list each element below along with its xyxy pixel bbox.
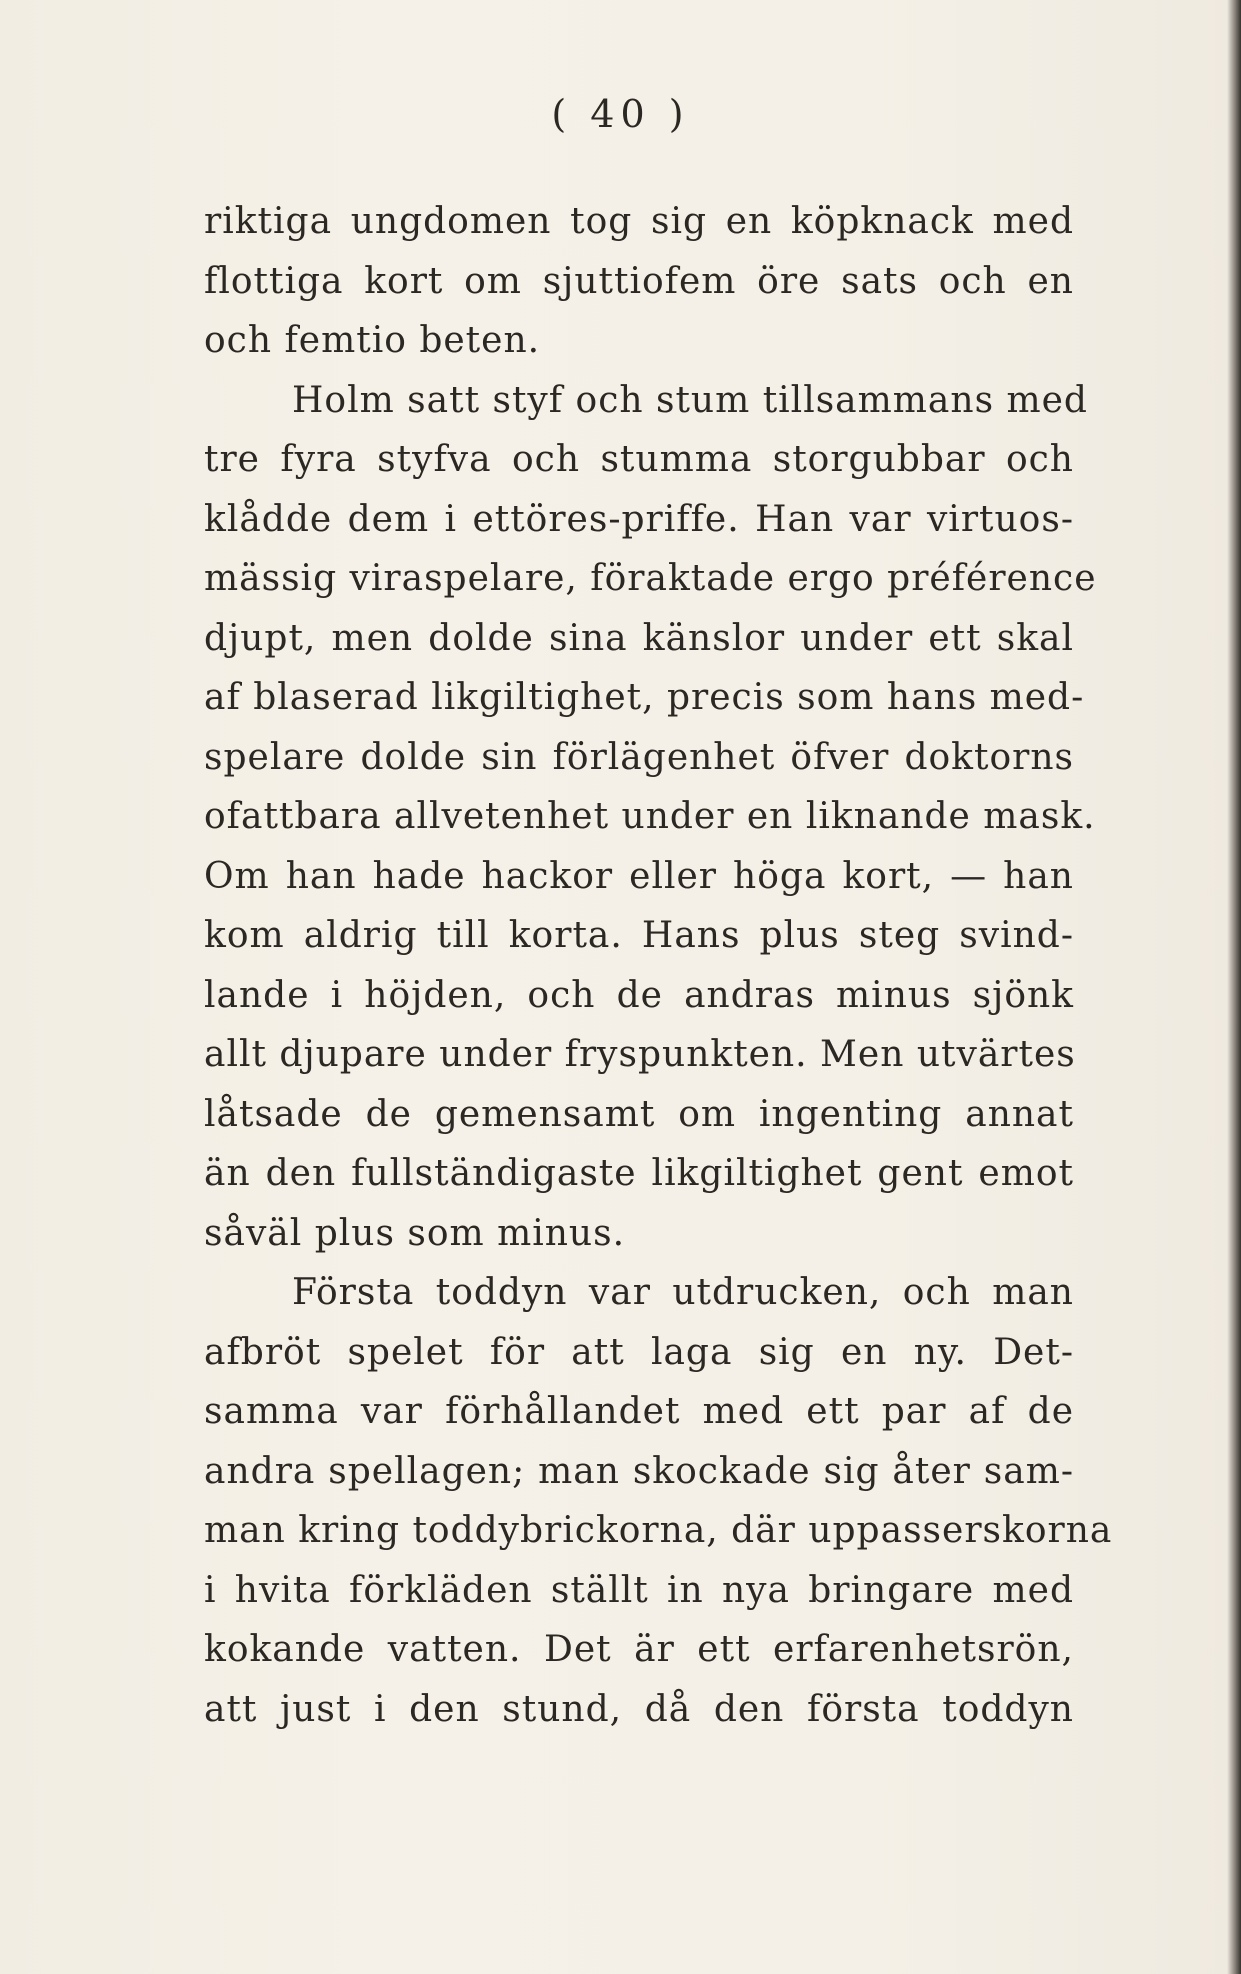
text-line: riktiga ungdomen tog sig en köpknack med: [204, 201, 1074, 242]
body-text: [204, 192, 1113, 1739]
text-line: flottiga kort om sjuttiofem öre sats och en: [204, 260, 1074, 302]
text-line: Första toddyn var utdrucken, och man: [292, 1272, 1074, 1313]
text-line: låtsade de gemensamt om ingenting annat: [204, 1093, 1074, 1135]
text-line: Om han hade hackor eller höga kort, — han: [204, 855, 1074, 897]
text-line: djupt, men dolde sina känslor under ett skal: [204, 617, 1074, 659]
text-line: kom aldrig till korta. Hans plus steg svind-: [204, 915, 1074, 956]
text-line: man kring toddybrickorna, där uppasserskorna: [204, 1510, 1113, 1551]
text-line: andra spellagen; man skockade sig åter sam-: [204, 1450, 1074, 1492]
text-line: såväl plus som minus.: [204, 1212, 626, 1254]
text-line: ofattbara allvetenhet under en liknande mask.: [204, 796, 1096, 837]
text-line: Holm satt styf och stum tillsammans med: [292, 379, 1088, 421]
text-line: och femtio beten.: [204, 320, 541, 361]
text-line: allt djupare under fryspunkten. Men utvärtes: [204, 1034, 1076, 1075]
text-line: i hvita förkläden ställt in nya bringare med: [204, 1569, 1074, 1611]
text-line: afbröt spelet för att laga sig en ny. Det-: [204, 1331, 1074, 1373]
text-line: af blaserad likgiltighet, precis som hans med-: [204, 677, 1085, 718]
text-line: mässig viraspelare, föraktade ergo préférence: [204, 558, 1097, 599]
page-edge-shadow: [1227, 0, 1241, 1974]
text-line: än den fullständigaste likgiltighet gent emot: [204, 1153, 1074, 1194]
text-line: lande i höjden, och de andras minus sjönk: [204, 974, 1074, 1016]
text-line: samma var förhållandet med ett par af de: [204, 1391, 1074, 1432]
text-line: klådde dem i ettöres-priffe. Han var virtuos-: [204, 498, 1074, 540]
page-number: ( 40 ): [551, 92, 690, 136]
text-line: att just i den stund, då den första toddyn: [204, 1688, 1074, 1730]
text-line: kokande vatten. Det är ett erfarenhetsrön,: [204, 1629, 1074, 1670]
text-line: spelare dolde sin förlägenhet öfver doktorns: [204, 736, 1074, 778]
text-line: tre fyra styfva och stumma storgubbar och: [204, 439, 1074, 480]
